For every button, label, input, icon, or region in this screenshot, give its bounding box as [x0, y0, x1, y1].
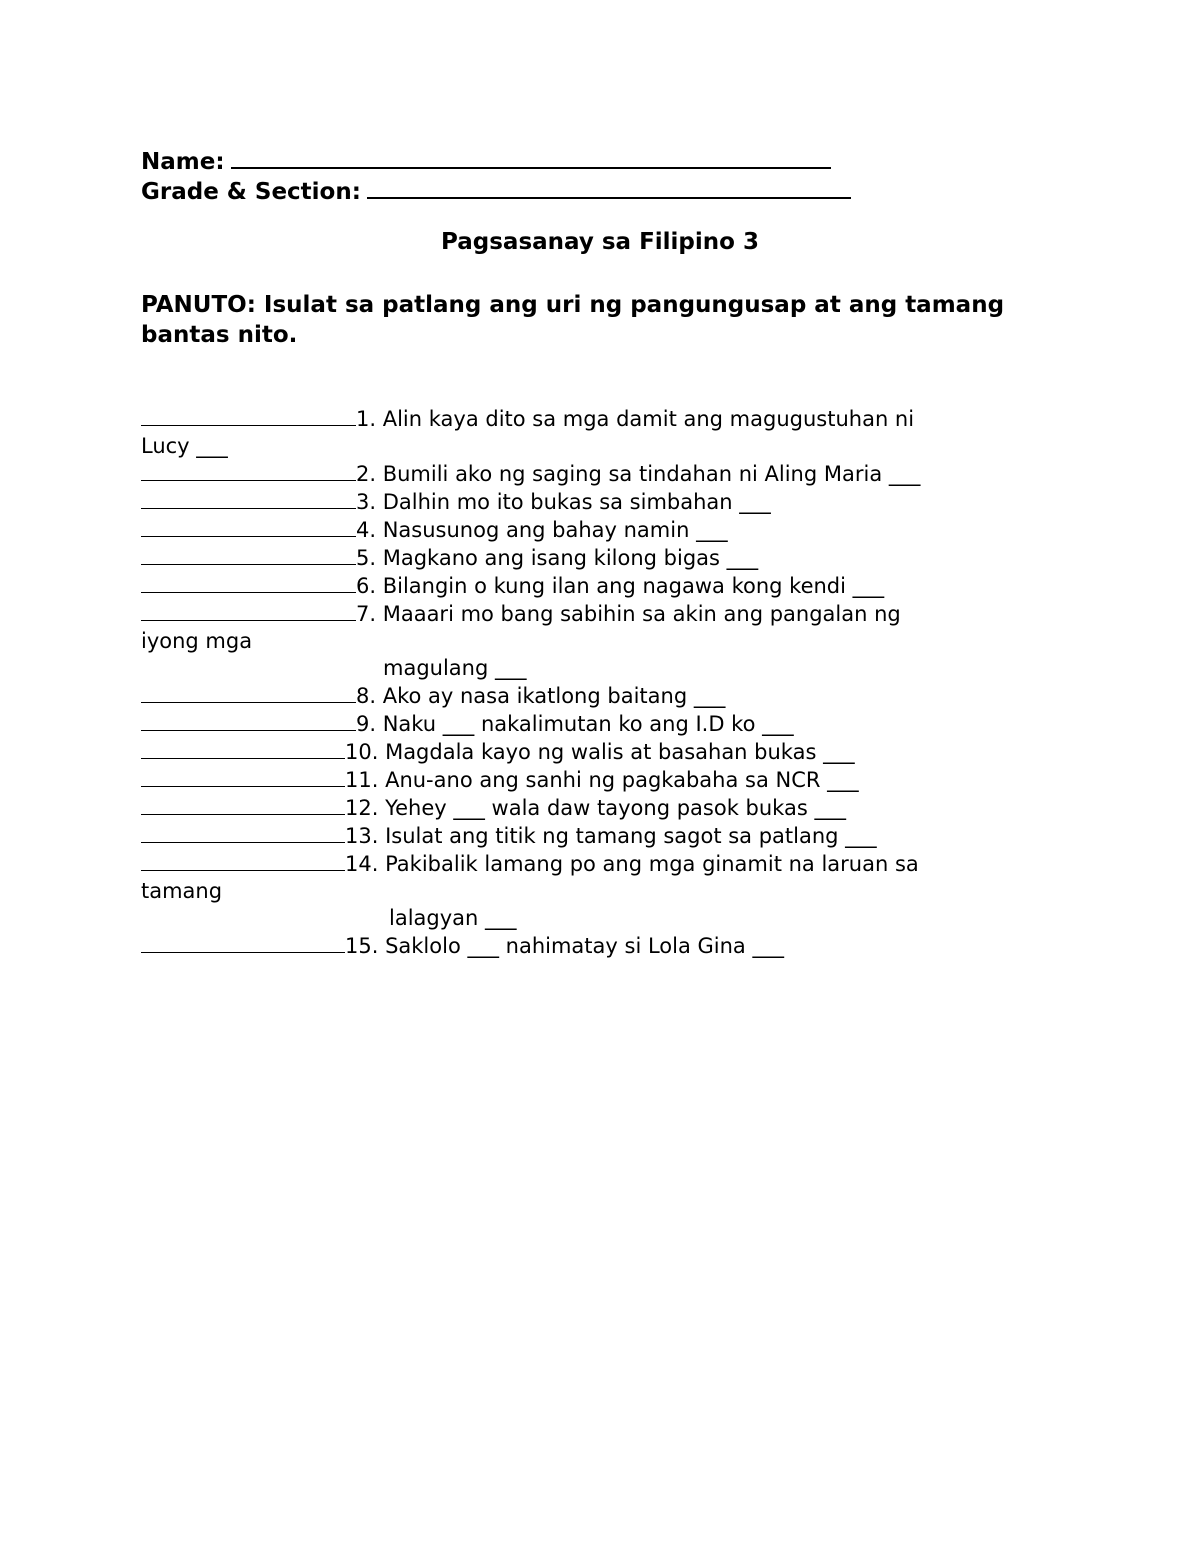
grade-section-line [141, 175, 851, 204]
item-text: 7. Maaari mo bang sabihin sa akin ang pangalan ng [356, 602, 901, 626]
list-item [141, 794, 1041, 822]
list-item [141, 600, 1041, 628]
item-text: 3. Dalhin mo ito bukas sa simbahan ___ [356, 490, 771, 514]
name-line [141, 145, 831, 174]
list-item [141, 460, 1041, 488]
answer-blank[interactable] [141, 850, 345, 871]
answer-blank[interactable] [141, 516, 356, 537]
answer-blank[interactable] [141, 710, 356, 731]
instructions: PANUTO: Isulat sa patlang ang uri ng pangungusap at ang tamang bantas nito. [141, 292, 1005, 348]
answer-blank[interactable] [141, 766, 345, 787]
answer-blank[interactable] [141, 822, 345, 843]
list-item [141, 516, 1041, 544]
item-text: 5. Magkano ang isang kilong bigas ___ [356, 546, 759, 570]
list-item [141, 932, 1041, 960]
answer-blank[interactable] [141, 405, 356, 426]
item-text: 2. Bumili ako ng saging sa tindahan ni Aling Maria ___ [356, 462, 921, 486]
answer-blank[interactable] [141, 600, 356, 621]
answer-blank[interactable] [141, 572, 356, 593]
item-wrap-text: Lucy ___ [141, 434, 228, 458]
answer-blank[interactable] [141, 488, 356, 509]
list-item [141, 710, 1041, 738]
item-text: 12. Yehey ___ wala daw tayong pasok bukas ___ [345, 796, 846, 820]
answer-blank[interactable] [141, 738, 345, 759]
item-continuation: magulang ___ [383, 656, 527, 680]
item-text: 10. Magdala kayo ng walis at basahan bukas ___ [345, 740, 855, 764]
item-continuation: lalagyan ___ [389, 906, 517, 930]
answer-blank[interactable] [141, 794, 345, 815]
list-item [141, 544, 1041, 572]
answer-blank[interactable] [141, 682, 356, 703]
item-text: 14. Pakibalik lamang po ang mga ginamit na laruan sa [345, 852, 919, 876]
answer-blank[interactable] [141, 932, 345, 953]
item-text: 11. Anu-ano ang sanhi ng pagkabaha sa NCR ___ [345, 768, 859, 792]
item-wrap-text: iyong mga [141, 629, 253, 653]
worksheet-title: Pagsasanay sa Filipino 3 [441, 229, 759, 255]
item-text: 4. Nasusunog ang bahay namin ___ [356, 518, 728, 542]
item-list [141, 405, 1041, 960]
item-text: 8. Ako ay nasa ikatlong baitang ___ [356, 684, 726, 708]
item-wrap-text: tamang [141, 879, 223, 903]
grade-section-blank[interactable] [367, 175, 851, 199]
grade-section-label: Grade & Section: [141, 179, 361, 205]
list-item [141, 850, 1041, 878]
name-label: Name: [141, 149, 225, 175]
list-item [141, 572, 1041, 600]
answer-blank[interactable] [141, 460, 356, 481]
item-text: 13. Isulat ang titik ng tamang sagot sa patlang ___ [345, 824, 877, 848]
item-text: 9. Naku ___ nakalimutan ko ang I.D ko ___ [356, 712, 794, 736]
list-item [141, 766, 1041, 794]
answer-blank[interactable] [141, 544, 356, 565]
name-blank[interactable] [231, 145, 831, 169]
item-text: 1. Alin kaya dito sa mga damit ang magugustuhan ni [356, 407, 915, 431]
list-item [141, 488, 1041, 516]
list-item [141, 822, 1041, 850]
list-item [141, 682, 1041, 710]
list-item [141, 738, 1041, 766]
item-text: 6. Bilangin o kung ilan ang nagawa kong kendi ___ [356, 574, 885, 598]
list-item [141, 405, 1041, 433]
item-text: 15. Saklolo ___ nahimatay si Lola Gina ___ [345, 934, 784, 958]
